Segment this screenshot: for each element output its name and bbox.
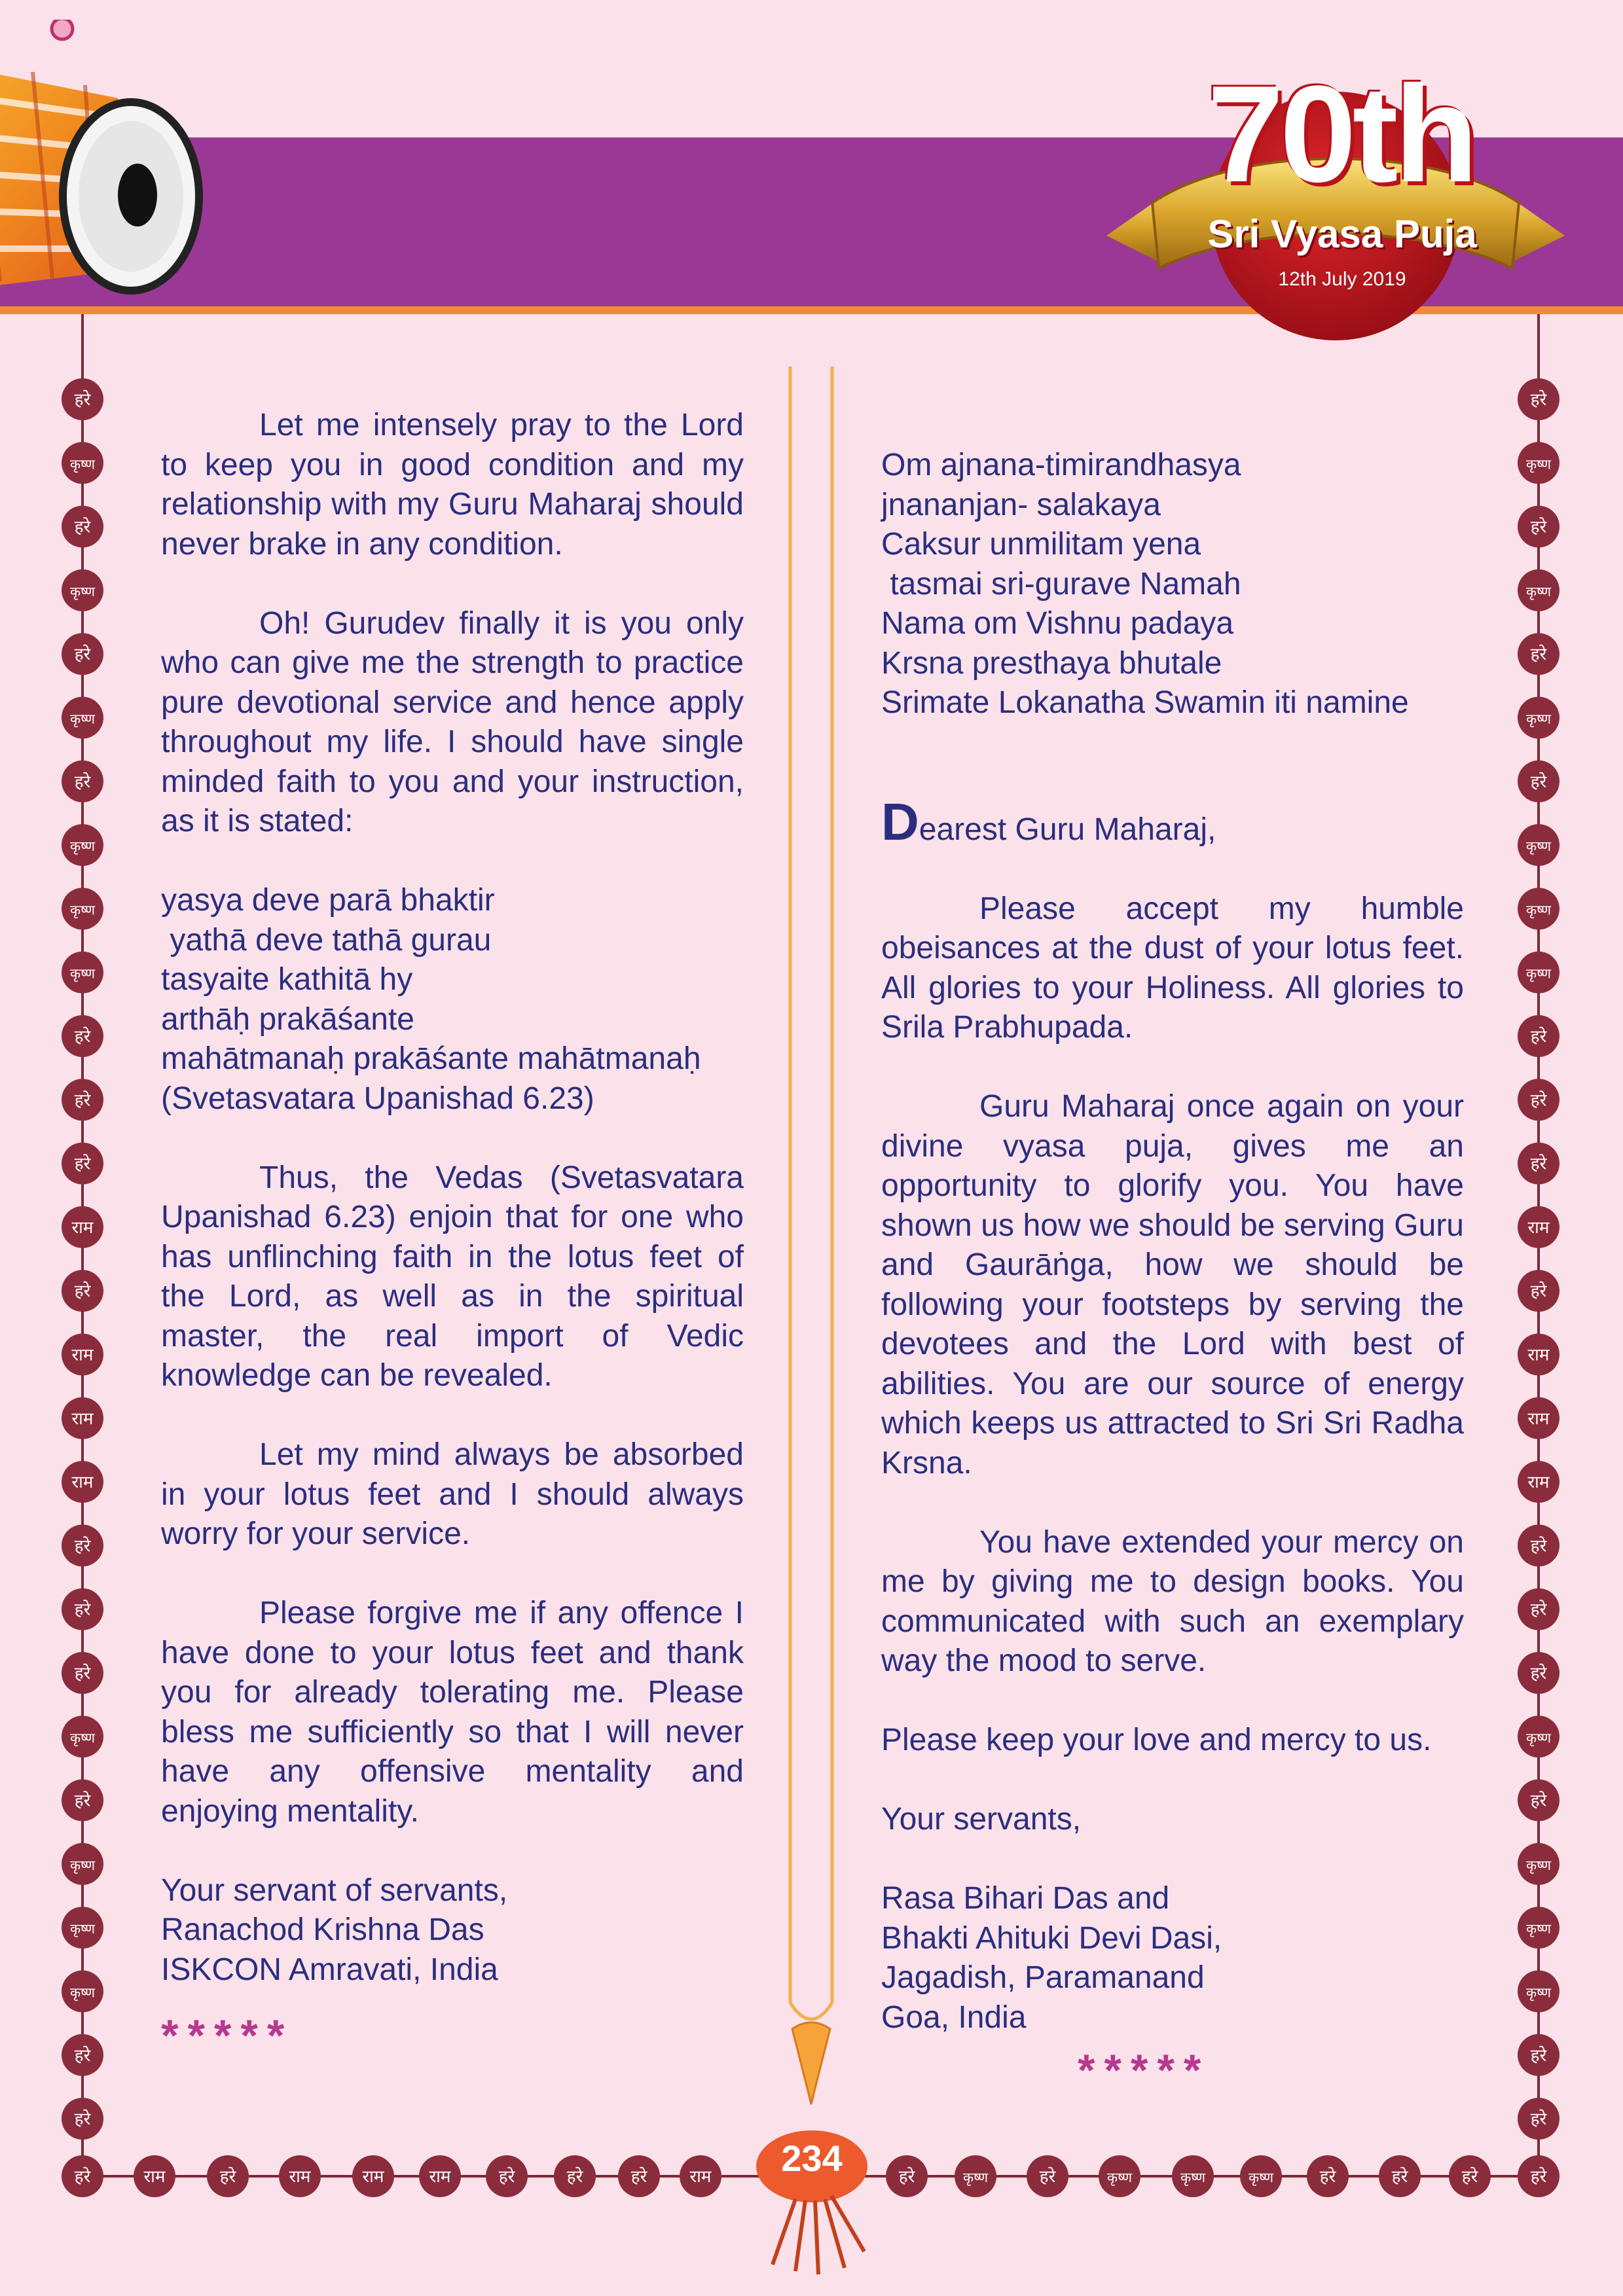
bead-label: राम [71,1345,94,1365]
bead-label: हरे [1530,772,1547,792]
verse-line: tasyaite kathitā hy [161,962,413,997]
bead-label: कृष्ण [1525,902,1552,918]
bead-label: राम [362,2167,384,2187]
bead [62,2098,103,2140]
paragraph: Please keep your love and mercy to us. [881,1723,1432,1757]
bead-label: हरे [1319,2167,1336,2187]
sanskrit-verse [161,881,744,1119]
bead-label: राम [1527,1473,1550,1493]
bead-label: कृष्ण [1525,583,1552,600]
signature [881,1879,1464,2037]
bead [62,442,103,484]
bead [1518,506,1559,548]
signature-line: Goa, India [881,2000,1027,2035]
bead [1518,1780,1559,1821]
bead-label: हरे [74,645,91,665]
bead [680,2155,721,2197]
verse-line: yathā deve tathā gurau [161,922,492,958]
bead [62,1588,103,1630]
bead-label: कृष्ण [1525,711,1552,727]
bead [1518,1843,1559,1885]
bead-label: हरे [1391,2167,1408,2187]
bead [62,1397,103,1439]
bead-label: हरे [219,2167,236,2187]
bead-label: राम [1527,1345,1550,1365]
bead-label: हरे [74,517,91,537]
bead [62,1461,103,1503]
bead [62,1015,103,1057]
bead-label: हरे [1530,1282,1547,1302]
bead-label: कृष्ण [1180,2170,1206,2185]
bead [62,1270,103,1312]
bead-label: कृष्ण [1525,1921,1552,1937]
paragraph: Let me intensely pray to the Lord to keep you in good condition and my relationship with my Guru Maharaj should never brake in any condition. [161,408,744,562]
bead [1518,378,1559,420]
bead [1518,1143,1559,1185]
bead-label: हरे [74,1791,91,1811]
bead-label: हरे [74,772,91,792]
verse-line: Om ajnana-timirandhasya [881,448,1241,482]
bead-label: हरे [74,1154,91,1174]
star-separator: ***** [1078,2045,1211,2095]
bead-label: कृष्ण [69,1921,96,1937]
bead [1518,1270,1559,1312]
bead-label: कृष्ण [1525,965,1552,982]
bead [1518,1461,1559,1503]
paragraph: Please forgive me if any offence I have done to your lotus feet and thank you for already tolerating me. Please bless me sufficiently so that I will never have any offensive mentality and enjoying mentality. [161,1596,744,1829]
verse-line: yasya deve parā bhaktir [161,883,495,918]
badge-date: 12th July 2019 [1278,268,1406,290]
signature [161,1871,744,1990]
bead [1518,1015,1559,1057]
bead [419,2155,461,2197]
bead [62,1843,103,1885]
bead [62,1206,103,1248]
bead-label: हरे [1530,1154,1547,1174]
bead [62,697,103,739]
bead [62,888,103,929]
bead-label: हरे [1461,2167,1478,2187]
bead [62,2034,103,2076]
bead [1518,952,1559,994]
bead [62,1334,103,1376]
bead [1518,442,1559,484]
bead-label: हरे [1530,645,1547,665]
bead-label: कृष्ण [962,2170,989,2185]
bead-label: हरे [1039,2167,1056,2187]
bead [62,952,103,994]
verse-line: Srimate Lokanatha Swamin iti namine [881,685,1409,720]
verse-line: Caksur unmilitam yena [881,527,1201,562]
bead [1379,2155,1421,2197]
bead [62,761,103,802]
bead [62,1780,103,1821]
bead [62,569,103,611]
bead-label: हरे [498,2167,515,2187]
salutation-text: earest Guru Maharaj, [919,812,1216,847]
bead-label: हरे [1530,1664,1547,1683]
bead [955,2155,996,2197]
verse-line: arthāḥ prakāśante [161,1001,414,1037]
bead [1307,2155,1349,2197]
bead-label: हरे [1530,1600,1547,1620]
bead [1518,1588,1559,1630]
signature-line: Your servant of servants, [161,1873,508,1908]
bead [62,506,103,548]
bead [1518,633,1559,675]
bead-label: हरे [1530,390,1547,410]
paragraph: Guru Maharaj once again on your divine vyasa puja, gives me an opportunity to glorify you. You have shown us how we should be serving Guru and Gaurāṅga, how we should be following your footsteps by serving the devotees and the Lord with best of abilities. You are our source of energy which keeps us attracted to Sri Sri Radha Krsna. [881,1089,1464,1480]
bead-label: कृष्ण [1525,1730,1552,1746]
bead-label: कृष्ण [69,1857,96,1873]
verse-line: mahātmanaḥ prakāśante mahātmanaḥ [161,1041,701,1076]
bead-label: हरे [74,1027,91,1047]
bead [1518,2098,1559,2140]
bead [1518,1652,1559,1694]
bead-label: कृष्ण [69,902,96,918]
bead-label: कृष्ण [1525,838,1552,855]
bead-label: राम [1527,1217,1550,1238]
bead-label: हरे [74,1664,91,1683]
bead [486,2155,528,2197]
bead-label: हरे [74,2109,91,2130]
bead-label: कृष्ण [69,583,96,600]
signature-line: ISKCON Amravati, India [161,1952,498,1987]
verse-reference: (Svetasvatara Upanishad 6.23) [161,1081,594,1116]
tassel-icon [773,2196,864,2274]
bead-label: हरे [1530,1090,1547,1111]
bead-label: कृष्ण [1525,456,1552,473]
bead [62,1971,103,2013]
bead-label: हरे [630,2167,647,2187]
bead-label: हरे [74,390,91,410]
verse-line: jnananjan- salakaya [881,487,1161,522]
bead-label: हरे [1530,1536,1547,1556]
bead [1518,2034,1559,2076]
bead-label: राम [143,2167,166,2187]
bead-label: कृष्ण [1525,1984,1552,2001]
verse-line: tasmai sri-gurave Namah [881,566,1241,601]
bead-label: कृष्ण [1525,1857,1552,1873]
bead [279,2155,321,2197]
signature-line: Ranachod Krishna Das [161,1912,484,1947]
bead [62,633,103,675]
bead-label: कृष्ण [69,965,96,982]
bead-label: कृष्ण [69,1730,96,1746]
badge-title: Sri Vyasa Puja [1207,212,1477,256]
bead [62,1524,103,1566]
bead-label: हरे [74,1536,91,1556]
page-number: 234 [781,2138,843,2179]
star-separator: ***** [161,2011,294,2060]
bead [886,2155,928,2197]
bead [1518,1907,1559,1948]
bead [352,2155,394,2197]
bead [1172,2155,1214,2197]
verse-line: Nama om Vishnu padaya [881,606,1234,641]
badge-year: 70th [1207,57,1474,211]
bead-label: हरे [74,1090,91,1111]
bead-label: हरे [1530,1027,1547,1047]
bead-label: हरे [74,1282,91,1302]
bead-label: हरे [566,2167,583,2187]
bead-label: राम [689,2167,712,2187]
bead [62,1652,103,1694]
bead [1518,697,1559,739]
bead [1518,1334,1559,1376]
bead [1518,1397,1559,1439]
bead [1240,2155,1282,2197]
bead [1518,569,1559,611]
drop-cap: D [881,792,919,851]
bead [1518,824,1559,866]
salutation [881,792,1464,851]
bead [207,2155,249,2197]
bead [62,2155,103,2197]
tilak-drop-icon [792,2022,830,2104]
bead [62,378,103,420]
bead [1027,2155,1068,2197]
bead [1099,2155,1140,2197]
bead [62,1079,103,1121]
bead [62,1715,103,1757]
signature-line: Rasa Bihari Das and [881,1881,1170,1916]
bead-label: हरे [74,2045,91,2066]
sanskrit-verse [881,446,1464,723]
bead [62,824,103,866]
closing: Your servants, [881,1802,1082,1837]
paragraph: Oh! Gurudev finally it is you only who can give me the strength to practice pure devotional service and hence apply throughout my life. I should have single minded faith to you and your instruction, as it is stated: [161,605,744,838]
verse-line: Krsna presthaya bhutale [881,645,1222,681]
bead-label: कृष्ण [69,711,96,727]
paragraph: You have extended your mercy on me by giving me to design books. You communicated with such an exemplary way the mood to serve. [881,1524,1464,1678]
bead [618,2155,660,2197]
left-column [161,406,744,2058]
paragraph: Thus, the Vedas (Svetasvatara Upanishad 6.23) enjoin that for one who has unflinching faith in the lotus feet of the Lord, as well as in the spiritual master, the real import of Vedic knowledge can be revealed. [161,1160,744,1393]
right-column [881,446,1464,2095]
bead [1518,761,1559,802]
bead-label: राम [71,1408,94,1429]
bead-label: हरे [1530,517,1547,537]
paragraph: Let my mind always be absorbed in your lotus feet and I should always worry for your service. [161,1437,744,1551]
bead [554,2155,596,2197]
bead [1518,1715,1559,1757]
bead-label: राम [1527,1408,1550,1429]
bead [62,1143,103,1185]
bead-label: राम [71,1473,94,1493]
bead-label: कृष्ण [69,838,96,855]
bead-label: हरे [1530,1791,1547,1811]
bead-label: कृष्ण [1248,2170,1274,2185]
bead [1518,1524,1559,1566]
bead-label: हरे [1530,2167,1547,2187]
bead [62,1907,103,1948]
bead [1518,888,1559,929]
bead-label: राम [71,1217,94,1238]
bead-label: हरे [898,2167,915,2187]
bead-label: कृष्ण [69,1984,96,2001]
bead-label: हरे [1530,2109,1547,2130]
bead-label: हरे [74,1600,91,1620]
paragraph: Please accept my humble obeisances at the dust of your lotus feet. All glories to your Holiness. All glories to Srila Prabhupada. [881,891,1464,1045]
bead [1518,2155,1559,2197]
bead [1449,2155,1491,2197]
signature-line: Bhakti Ahituki Devi Dasi, [881,1920,1222,1956]
signature-line: Jagadish, Paramanand [881,1960,1205,1995]
bead-label: हरे [1530,2045,1547,2066]
bead [1518,1971,1559,2013]
bead [1518,1079,1559,1121]
bead [1518,1206,1559,1248]
bead-label: हरे [74,2167,91,2187]
bead [134,2155,175,2197]
bead-label: राम [289,2167,311,2187]
bead-label: राम [429,2167,451,2187]
bead-label: कृष्ण [1106,2170,1133,2185]
bead-label: कृष्ण [69,456,96,473]
